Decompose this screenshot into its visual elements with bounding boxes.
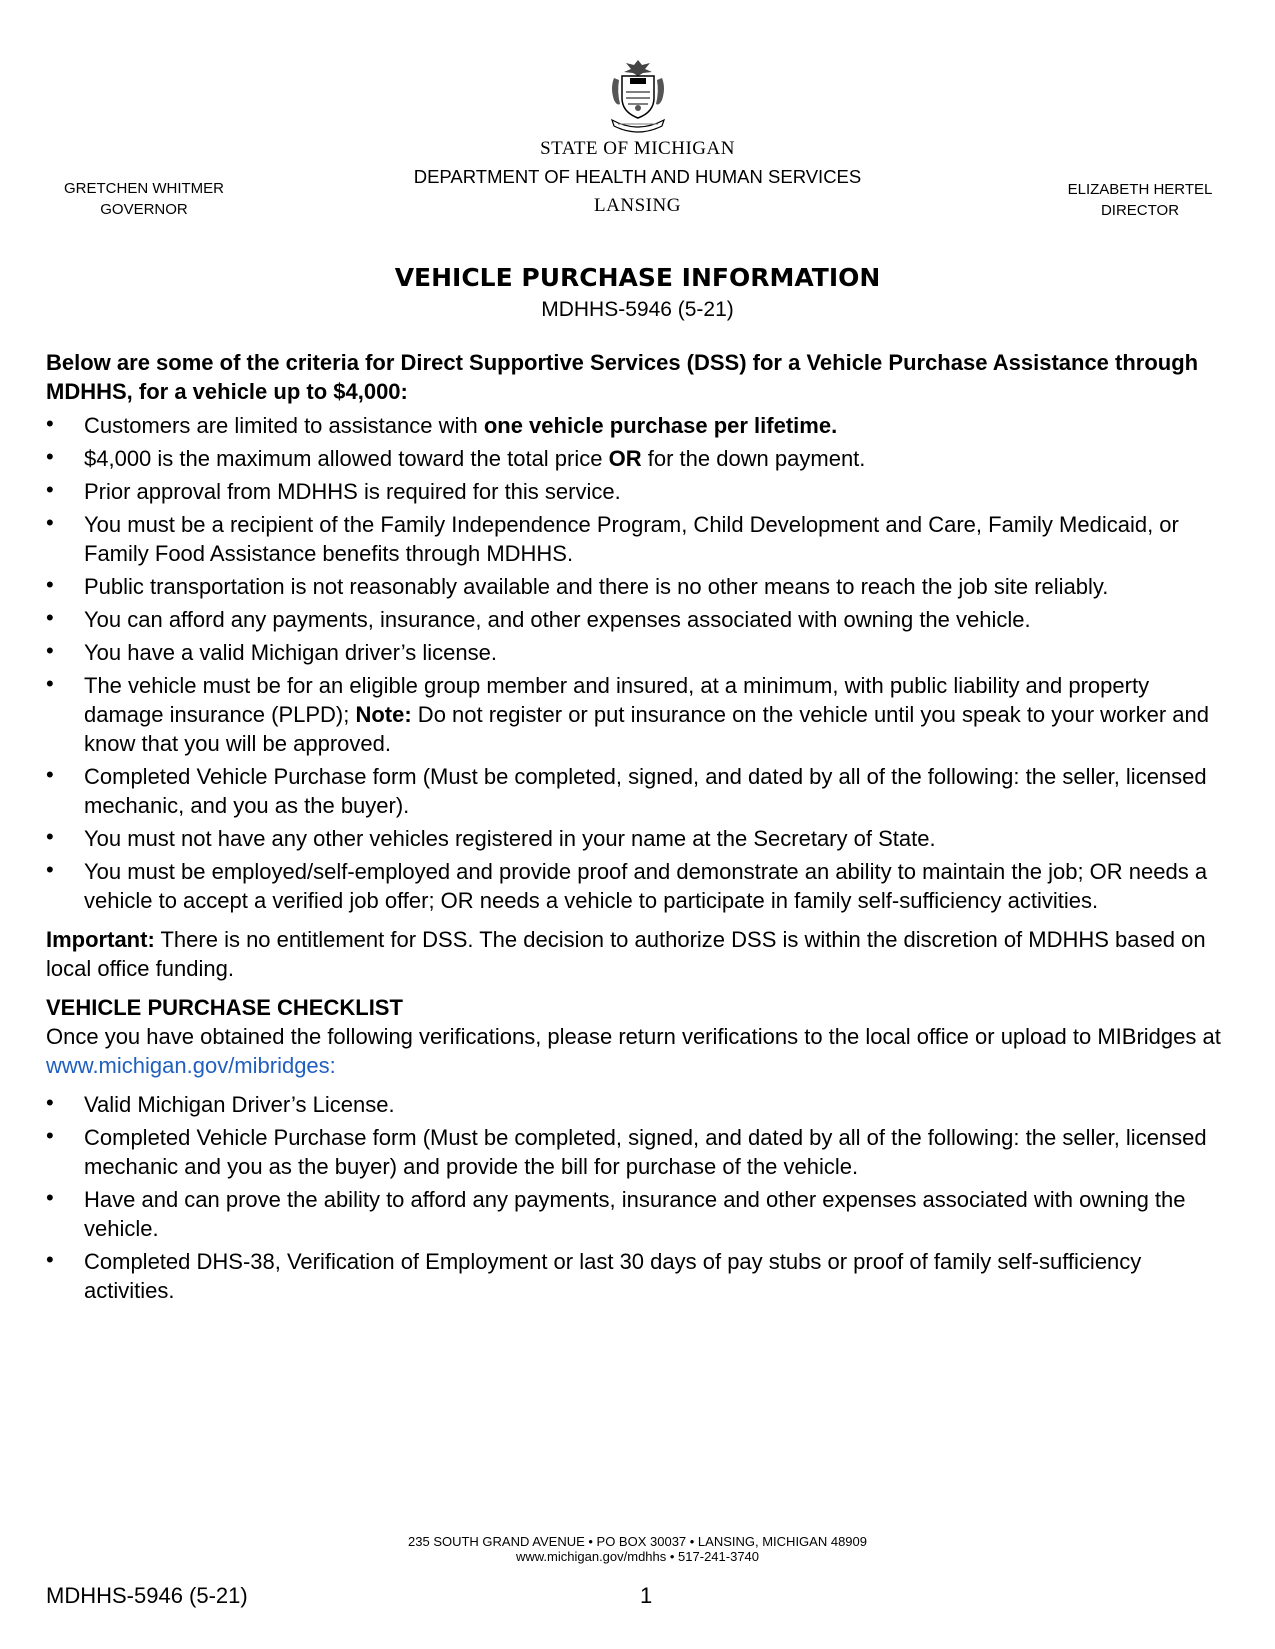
list-item-text: You have a valid Michigan driver’s license. (84, 640, 497, 665)
state-name: STATE OF MICHIGAN (540, 138, 735, 159)
list-item (46, 638, 1226, 667)
bullet-icon: • (46, 572, 54, 597)
list-item (46, 762, 1226, 820)
footer-address-line: 235 SOUTH GRAND AVENUE • PO BOX 30037 • LANSING, MICHIGAN 48909 (408, 1534, 867, 1549)
bullet-icon: • (46, 1123, 54, 1148)
list-item-text: Completed Vehicle Purchase form (Must be completed, signed, and dated by all of the following: the seller, licensed mechanic and you as the buyer) and provide the bill for purchase of the vehicle. (84, 1125, 1207, 1179)
list-item (46, 510, 1226, 568)
list-item-text: Have and can prove the ability to afford any payments, insurance and other expenses associated with owning the vehicle. (84, 1187, 1186, 1241)
list-item-text: Valid Michigan Driver’s License. (84, 1092, 395, 1117)
list-item-text: $4,000 is the maximum allowed toward the total price (84, 446, 609, 471)
list-item-emphasis: one vehicle purchase per lifetime. (483, 413, 838, 438)
bullet-icon: • (46, 444, 54, 469)
important-label: Important: (46, 927, 155, 952)
list-item-text: You must not have any other vehicles registered in your name at the Secretary of State. (84, 826, 936, 851)
list-item-text: You must be employed/self-employed and provide proof and demonstrate an ability to maintain the job; OR needs a vehicle to accept a verified job offer; OR needs a vehicle to participate in family self-sufficiency activities. (84, 859, 1208, 913)
bullet-icon: • (46, 1247, 54, 1272)
criteria-intro: Below are some of the criteria for Direct Supportive Services (DSS) for a Vehicle Purchase Assistance through MDHHS, for a vehicle up to $4,000: (46, 350, 1199, 404)
list-item-text: You must be a recipient of the Family Independence Program, Child Development and Care, Family Medicaid, or Family Food Assistance benefits through MDHHS. (84, 512, 1179, 566)
bullet-icon: • (46, 638, 54, 663)
bullet-icon: • (46, 411, 54, 436)
form-code: MDHHS-5946 (5-21) (541, 298, 734, 321)
list-item-text: You can afford any payments, insurance, and other expenses associated with owning the vehicle. (84, 607, 1031, 632)
important-text: There is no entitlement for DSS. The decision to authorize DSS is within the discretion of MDHHS based on local office funding. (46, 927, 1206, 981)
list-item (46, 1090, 1226, 1119)
bullet-icon: • (46, 824, 54, 849)
bullet-icon: • (46, 762, 54, 787)
list-item (46, 572, 1226, 601)
governor-name: GRETCHEN WHITMER (64, 180, 224, 197)
checklist-list (46, 1090, 1226, 1305)
list-item (46, 605, 1226, 634)
list-item-text: The vehicle must be for an eligible group member and insured, at a minimum, with public liability and property damage insurance (PLPD); (84, 673, 1150, 727)
checklist-intro (46, 1022, 1226, 1080)
director-title: DIRECTOR (1100, 202, 1180, 219)
state-seal-icon (604, 58, 672, 136)
director-block (1040, 179, 1240, 221)
list-item (46, 1185, 1226, 1243)
important-note (46, 925, 1226, 983)
bullet-icon: • (46, 671, 54, 696)
city-name: LANSING (594, 195, 681, 216)
bullet-icon: • (46, 605, 54, 630)
checklist-heading: VEHICLE PURCHASE CHECKLIST (46, 995, 403, 1020)
footer-contact-line: www.michigan.gov/mdhhs • 517-241-3740 (515, 1549, 760, 1564)
bullet-icon: • (46, 1185, 54, 1210)
department-name: DEPARTMENT OF HEALTH AND HUMAN SERVICES (413, 166, 862, 187)
list-item-emphasis: Note: (355, 702, 412, 727)
bullet-icon: • (46, 477, 54, 502)
list-item (46, 824, 1226, 853)
list-item-text: Completed Vehicle Purchase form (Must be completed, signed, and dated by all of the following: the seller, licensed mechanic, and you as the buyer). (84, 764, 1207, 818)
bullet-icon: • (46, 857, 54, 882)
list-item (46, 1247, 1226, 1305)
director-name: ELIZABETH HERTEL (1067, 181, 1213, 198)
governor-title: GOVERNOR (100, 201, 188, 218)
list-item-text: Customers are limited to assistance with (84, 413, 484, 438)
list-item (46, 857, 1226, 915)
list-item-text: Completed DHS-38, Verification of Employment or last 30 days of pay stubs or proof of family self-sufficiency activities. (84, 1249, 1142, 1303)
governor-block (44, 178, 244, 220)
page-number: 1 (640, 1583, 653, 1608)
list-item-text: Public transportation is not reasonably available and there is no other means to reach the job site reliably. (84, 574, 1109, 599)
criteria-list (46, 411, 1226, 915)
list-item-text: for the down payment. (641, 446, 866, 471)
list-item (46, 1123, 1226, 1181)
list-item (46, 411, 1226, 440)
list-item-text: Do not register or put insurance on the vehicle until you speak to your worker and know that you will be approved. (84, 702, 1210, 756)
mibridges-link[interactable]: www.michigan.gov/mibridges: (46, 1053, 336, 1078)
bullet-icon: • (46, 510, 54, 535)
bullet-icon: • (46, 1090, 54, 1115)
list-item-emphasis: OR (608, 446, 642, 471)
list-item-text: Prior approval from MDHHS is required for this service. (84, 479, 621, 504)
footer-form-code: MDHHS-5946 (5-21) (46, 1583, 248, 1608)
document-body (46, 348, 1226, 1309)
checklist-intro-text: Once you have obtained the following verifications, please return verifications to the local office or upload to MIBridges at (46, 1024, 1221, 1049)
list-item (46, 477, 1226, 506)
footer-address (0, 1534, 1275, 1564)
document-title: VEHICLE PURCHASE INFORMATION (394, 263, 881, 292)
list-item (46, 444, 1226, 473)
list-item (46, 671, 1226, 758)
